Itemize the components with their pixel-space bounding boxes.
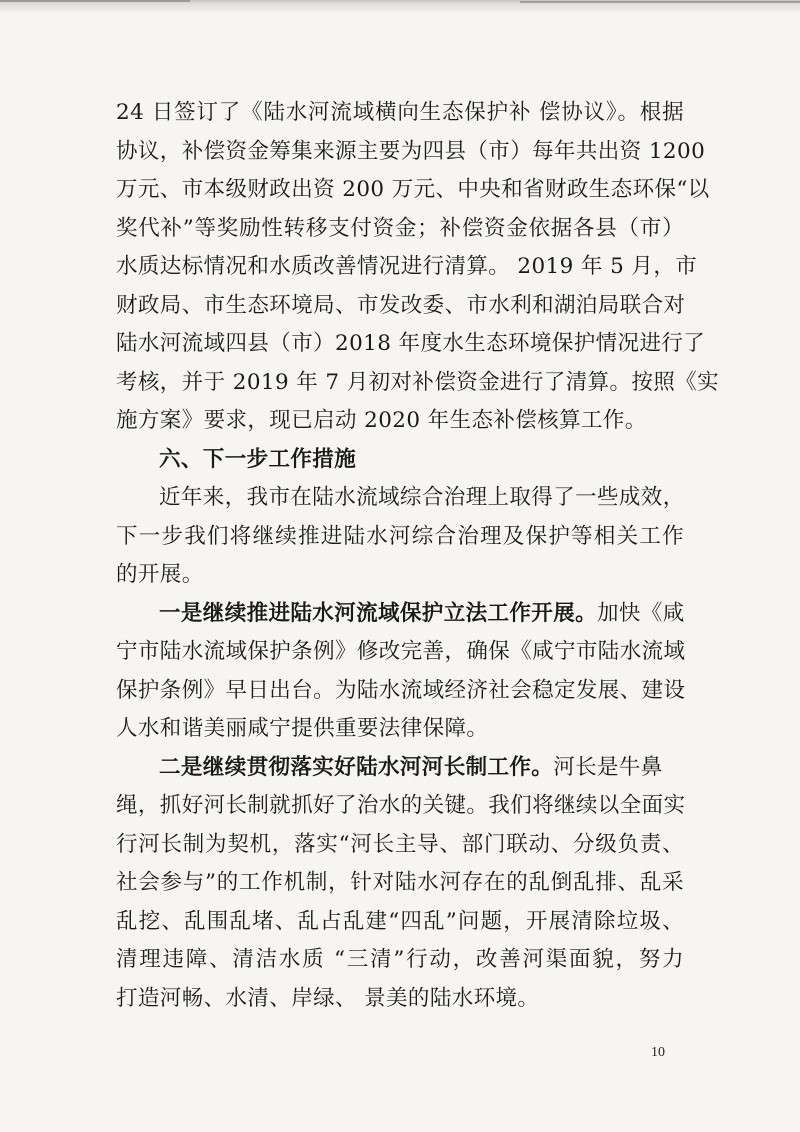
- body-line: 人水和谐美丽咸宁提供重要法律保障。: [116, 716, 489, 741]
- body-line: 协议，补偿资金筹集来源主要为四县（市）每年共出资 1200: [116, 138, 706, 164]
- body-line: 乱挖、乱围乱堵、乱占乱建“四乱”问题，开展清除垃圾、: [116, 908, 684, 934]
- document-body: [116, 94, 720, 1018]
- scan-edge-line: [520, 1, 800, 3]
- body-line: 的开展。: [116, 562, 204, 587]
- body-text: 加快《咸: [597, 600, 685, 626]
- body-line: 保护条例》早日出台。为陆水流域经济社会稳定发展、建设: [116, 677, 686, 703]
- paragraph-lead-line: [116, 595, 684, 634]
- body-text: 河长是牛鼻: [553, 754, 663, 780]
- scan-edge-line: [0, 0, 190, 2]
- body-line: 奖代补”等奖励性转移支付资金；补偿资金依据各县（市）: [116, 215, 684, 241]
- body-line: 绳，抓好河长制就抓好了治水的关键。我们将继续以全面实: [116, 793, 686, 818]
- body-line: 财政局、市生态环境局、市发改委、市水利和湖泊局联合对: [116, 292, 686, 318]
- paragraph-lead-line: [116, 749, 684, 788]
- body-line: 社会参与”的工作机制，针对陆水河存在的乱倒乱排、乱采: [116, 870, 684, 895]
- body-line: 下一步我们将继续推进陆水河综合治理及保护等相关工作: [116, 523, 684, 549]
- page-number: 10: [651, 1045, 665, 1060]
- bold-lead-text: 二是继续贯彻落实好陆水河河长制工作。: [159, 754, 554, 780]
- body-line: 打造河畅、水清、岸绿、 景美的陆水环境。: [116, 985, 540, 1011]
- body-line: 宁市陆水流域保护条例》修改完善，确保《咸宁市陆水流域: [116, 639, 686, 664]
- body-line: 水质达标情况和水质改善情况进行清算。 2019 年 5 月，市: [116, 254, 698, 279]
- body-line: 近年来，我市在陆水流域综合治理上取得了一些成效，: [159, 485, 685, 510]
- body-line: 考核，并于 2019 年 7 月初对补偿资金进行了清算。按照《实: [116, 369, 720, 395]
- body-line: 24 日签订了《陆水河流域横向生态保护补 偿协议》。根据: [116, 100, 684, 125]
- body-line: 施方案》要求，现已启动 2020 年生态补偿核算工作。: [116, 408, 647, 433]
- body-line: 清理违障、清洁水质 “三清”行动，改善河渠面貌，努力: [116, 947, 684, 972]
- body-line: 陆水河流域四县（市）2018 年度水生态环境保护情况进行了: [116, 331, 706, 356]
- bold-lead-text: 一是继续推进陆水河流域保护立法工作开展。: [159, 600, 598, 626]
- body-line: 万元、市本级财政出资 200 万元、中央和省财政生态环保“以: [116, 177, 710, 202]
- section-heading: 六、下一步工作措施: [159, 446, 357, 472]
- body-line: 行河长制为契机，落实“河长主导、部门联动、分级负责、: [116, 831, 684, 857]
